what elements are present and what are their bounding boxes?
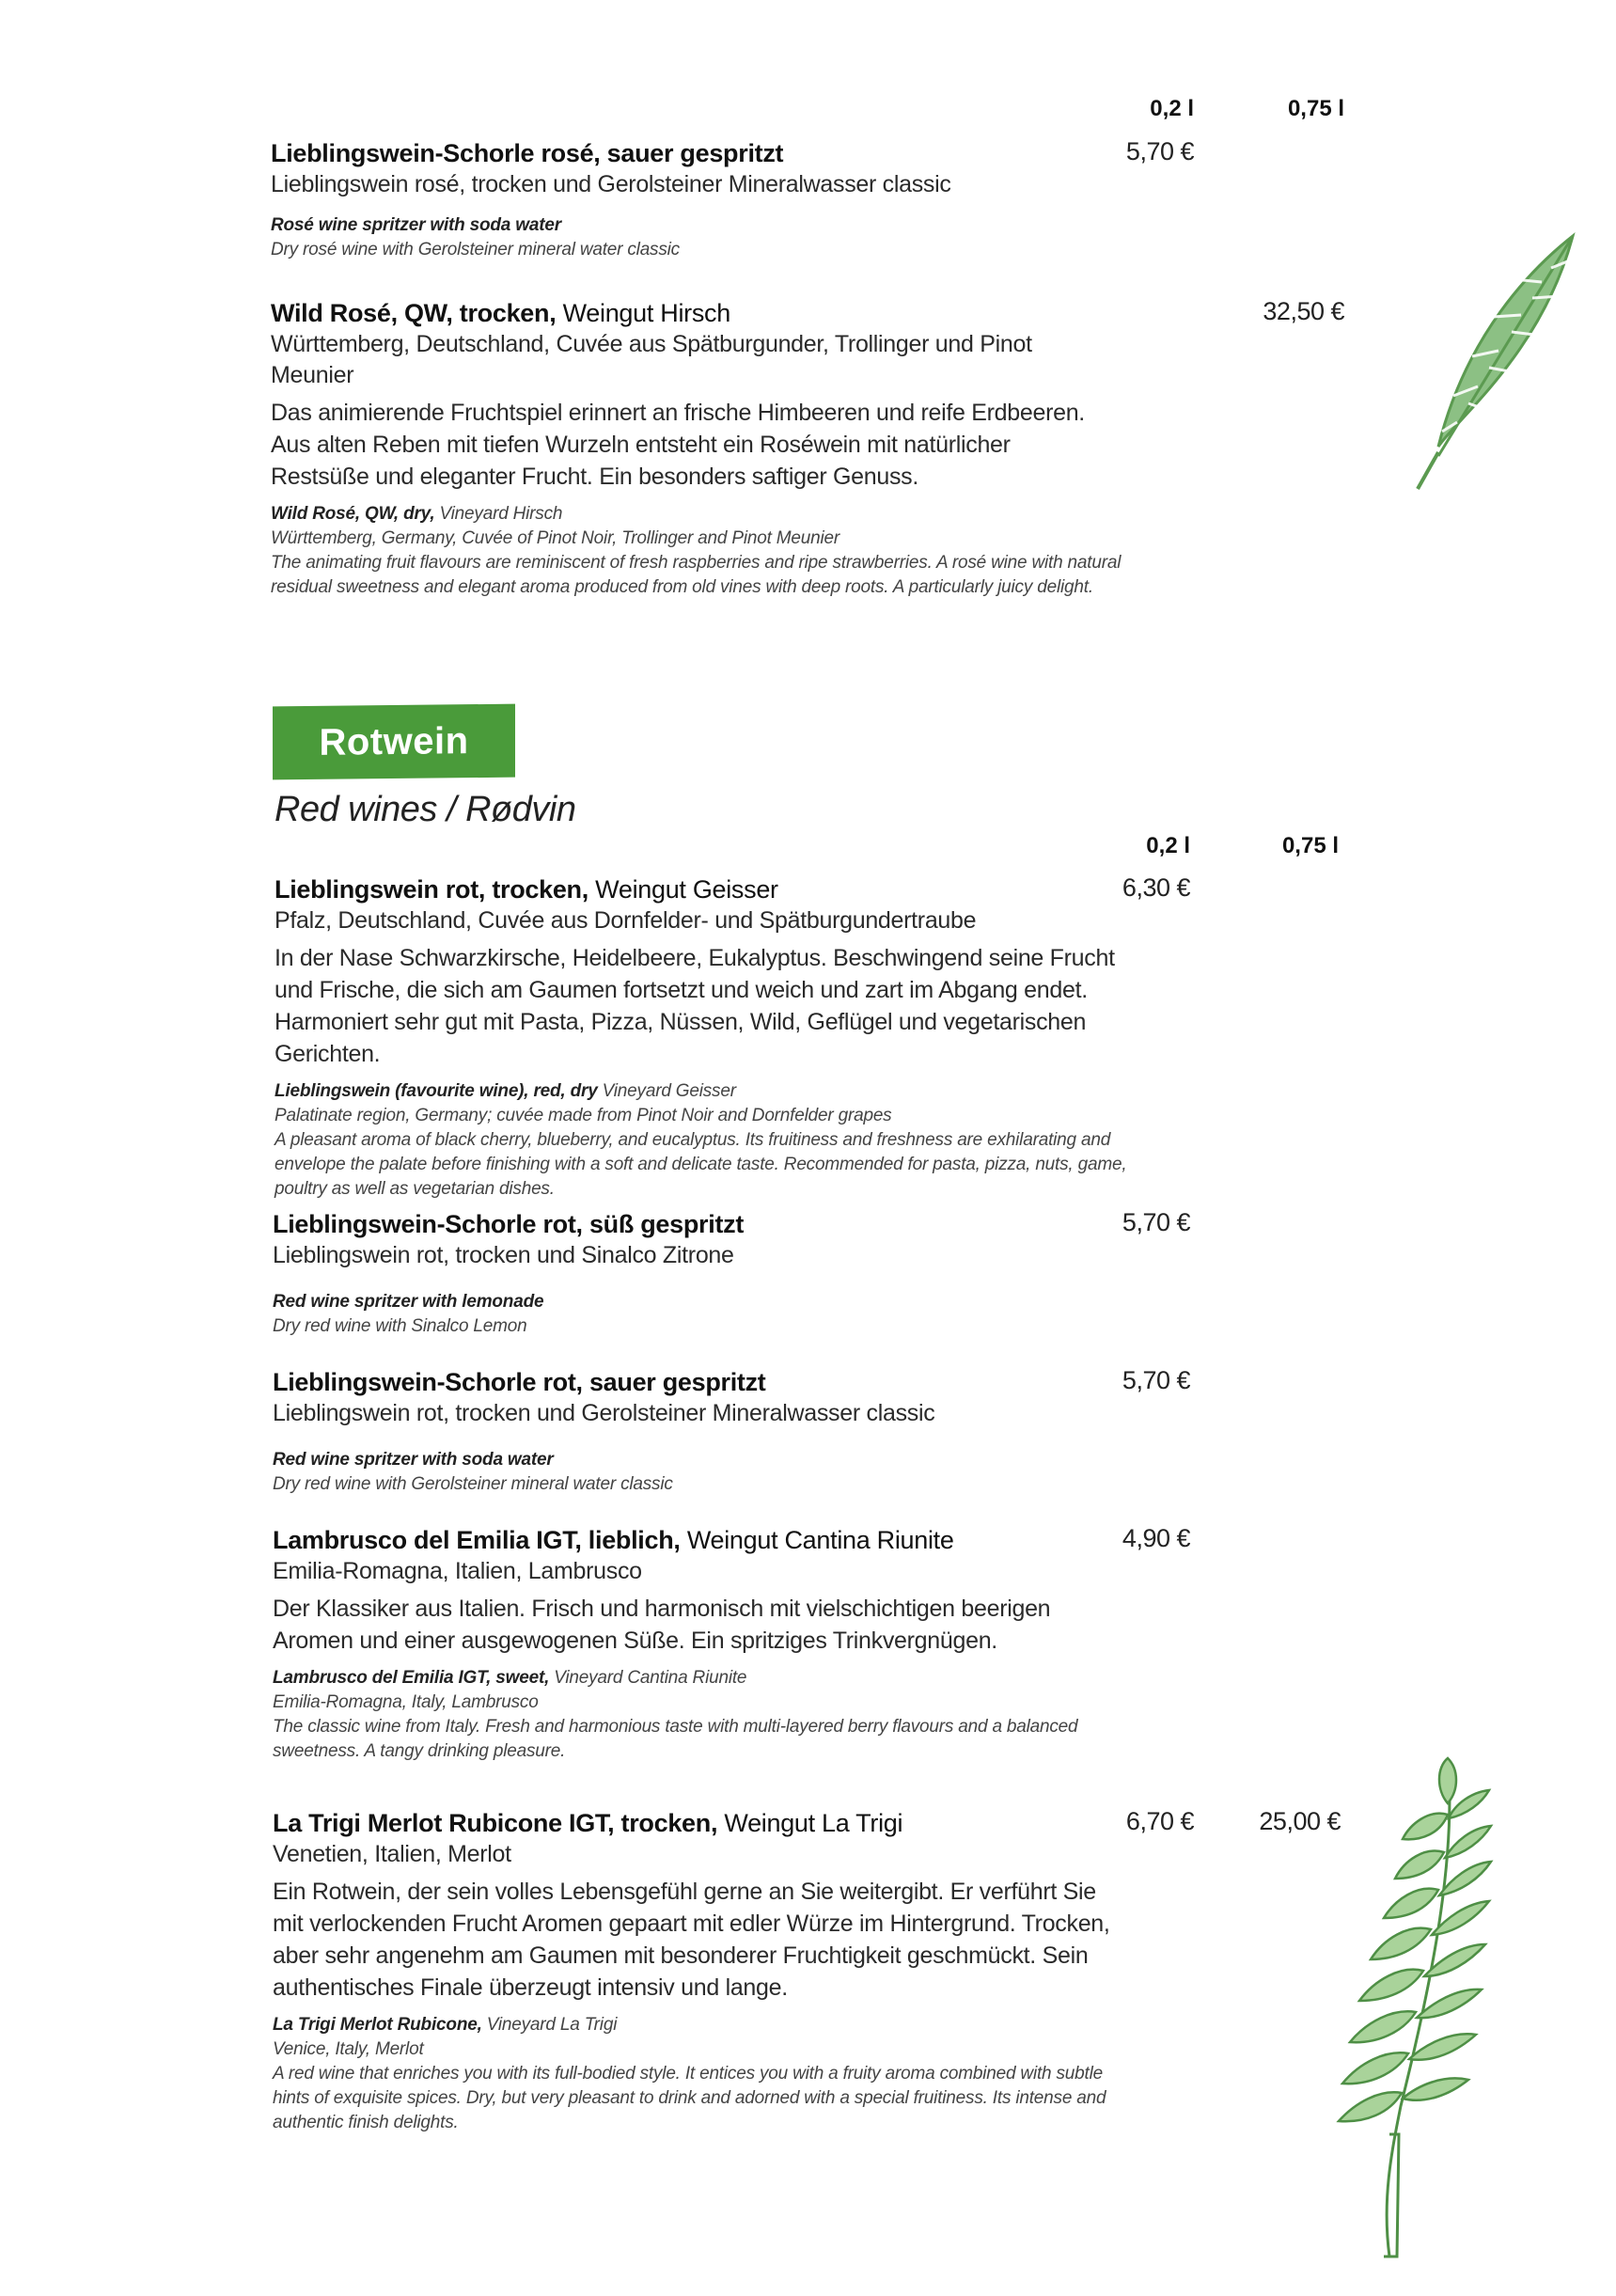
wine-title: Wild Rosé, QW, trocken, Weingut Hirsch	[271, 299, 730, 327]
wine-english: Wild Rosé, QW, dry, Vineyard Hirsch Württemberg, Germany, Cuvée of Pinot Noir, Trollinger and Pinot Meunier The animating fruit flavours are reminiscent of fresh raspberries and ripe strawberries. A rosé wine with natural residual sweetness and elegant aroma produced from old vines with deep roots. A particularly juicy delight.	[271, 504, 1122, 597]
wine-origin: Emilia-Romagna, Italien, Lambrusco	[273, 1558, 642, 1584]
section-title-badge: Rotwein	[273, 704, 515, 780]
column-header-small: 0,2 l	[1150, 96, 1194, 121]
wine-origin: Württemberg, Deutschland, Cuvée aus Spätburgunder, Trollinger und Pinot Meunier	[271, 331, 1032, 388]
wine-item-la-trigi-merlot	[273, 1807, 1119, 2135]
wine-description: Das animierende Fruchtspiel erinnert an frische Himbeeren und reife Erdbeeren. Aus alten Reben mit tiefen Wurzeln entsteht ein Roséwein mit natürlicher Restsüße und eleganter Frucht. Ein besonders saftiger Genuss.	[271, 400, 1085, 490]
wine-origin: Lieblingswein rosé, trocken und Gerolsteiner Mineralwasser classic	[271, 171, 951, 197]
wine-english: Lieblingswein (favourite wine), red, dry Vineyard Geisser Palatinate region, Germany; cuvée made from Pinot Noir and Dornfelder grapes A pleasant aroma of black cherry, blueberry, and eucalyptus. Its fruitiness and freshness are exhilarating and envelope the palate before finishing with a soft and delicate taste. Recommended for pasta, pizza, nuts, game, poultry as well as vegetarian dishes.	[275, 1081, 1127, 1199]
wine-description: In der Nase Schwarzkirsche, Heidelbeere, Eukalyptus. Beschwingend seine Frucht und Frische, die sich am Gaumen fortsetzt und weich und zart im Abgang endet. Harmoniert sehr gut mit Pasta, Pizza, Nüssen, Wild, Geflügel und vegetarischen Gerichten.	[275, 945, 1115, 1067]
wine-english: Lambrusco del Emilia IGT, sweet, Vineyard Cantina Riunite Emilia-Romagna, Italy, Lambrusco The classic wine from Italy. Fresh and harmonious taste with multi-layered berry flavours and a balanced sweetness. A tangy drinking pleasure.	[273, 1668, 1078, 1761]
wine-description: Ein Rotwein, der sein volles Lebensgefühl gerne an Sie weitergibt. Er verführt Sie mit verlockenden Frucht Aromen gepaart mit edler Würze im Hintergrund. Trocken, aber sehr angenehm am Gaumen mit besonderer Fruchtigkeit geschmückt. Sein authentisches Finale überzeugt intensiv und lange.	[273, 1879, 1110, 2001]
wine-title: Lambrusco del Emilia IGT, lieblich, Weingut Cantina Riunite	[273, 1526, 954, 1554]
price-small: 4,90 €	[1122, 1524, 1190, 1552]
wine-item-wild-rose	[271, 297, 1122, 600]
leaf-illustration-icon	[1401, 230, 1589, 512]
wine-item-rose-spritzer	[271, 137, 1117, 262]
price-small: 6,30 €	[1122, 873, 1190, 902]
price-large: 32,50 €	[1263, 297, 1344, 325]
section-subtitle: Red wines / Rødvin	[275, 790, 576, 829]
wine-english: Rosé wine spritzer with soda water Dry rosé wine with Gerolsteiner mineral water classic	[271, 215, 680, 259]
wine-origin: Pfalz, Deutschland, Cuvée aus Dornfelder- und Spätburgundertraube	[275, 907, 977, 934]
wine-item-red-sweet-spritzer	[273, 1208, 1119, 1339]
wine-title: Lieblingswein-Schorle rosé, sauer gespritzt	[271, 139, 784, 167]
wine-item-lambrusco	[273, 1524, 1119, 1764]
price-small: 5,70 €	[1125, 137, 1194, 165]
wine-title: Lieblingswein-Schorle rot, süß gespritzt	[273, 1210, 745, 1238]
fern-illustration-icon	[1316, 1749, 1504, 2275]
price-small: 5,70 €	[1122, 1366, 1190, 1394]
wine-item-red-dry	[275, 873, 1127, 1202]
wine-title: La Trigi Merlot Rubicone IGT, trocken, Weingut La Trigi	[273, 1809, 903, 1837]
column-header-large: 0,75 l	[1287, 96, 1344, 121]
wine-title: Lieblingswein-Schorle rot, sauer gespritzt	[273, 1368, 766, 1396]
wine-english: La Trigi Merlot Rubicone, Vineyard La Trigi Venice, Italy, Merlot A red wine that enriches you with its full-bodied style. It entices you with a fruity aroma combined with subtle hints of exquisite spices. Dry, but very pleasant to drink and adorned with a special fruitiness. Its intense and authentic finish delights.	[273, 2015, 1106, 2132]
price-large: 25,00 €	[1259, 1807, 1341, 1835]
wine-english: Red wine spritzer with soda water Dry red wine with Gerolsteiner mineral water classic	[273, 1450, 673, 1494]
wine-item-red-sour-spritzer	[273, 1366, 1119, 1497]
price-small: 5,70 €	[1122, 1208, 1190, 1236]
wine-english: Red wine spritzer with lemonade Dry red wine with Sinalco Lemon	[273, 1292, 544, 1336]
wine-origin: Lieblingswein rot, trocken und Sinalco Zitrone	[273, 1242, 734, 1268]
column-header-small: 0,2 l	[1146, 833, 1190, 858]
wine-title: Lieblingswein rot, trocken, Weingut Geisser	[275, 875, 778, 904]
column-header-large: 0,75 l	[1281, 833, 1339, 858]
wine-origin: Lieblingswein rot, trocken und Gerolsteiner Mineralwasser classic	[273, 1400, 935, 1426]
wine-description: Der Klassiker aus Italien. Frisch und harmonisch mit vielschichtigen beerigen Aromen und einer ausgewogenen Süße. Ein spritziges Trinkvergnügen.	[273, 1596, 1051, 1654]
wine-origin: Venetien, Italien, Merlot	[273, 1841, 511, 1867]
price-small: 6,70 €	[1125, 1807, 1194, 1835]
